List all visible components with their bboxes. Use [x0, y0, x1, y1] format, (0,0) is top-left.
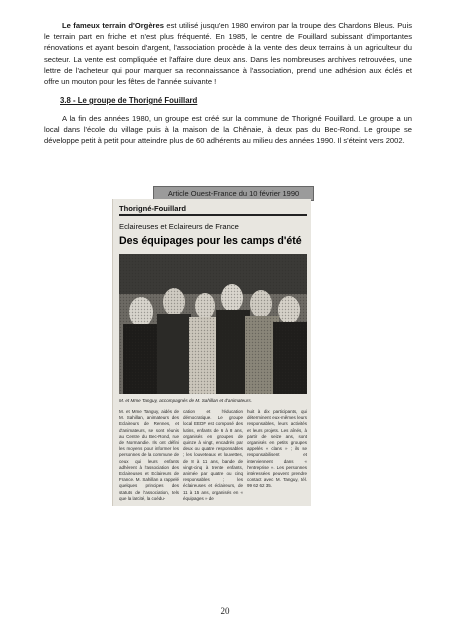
figure-caption: Article Ouest-France du 10 février 1990: [153, 186, 314, 201]
paragraph-orgeres: [44, 20, 412, 87]
clipping-kicker: Eclaireuses et Eclaireurs de France: [119, 222, 239, 231]
clipping-section-tag: Thorigné-Fouillard: [119, 204, 187, 213]
clipping-column-2: cation et l'éducation démocratique. Le groupe local EEDF est composé des lutins, enfants de 6 à 8 ans, organisés en groupes de quinze à vingt, encadrés par deux ou quatre responsables ; les louveteaux et louvettes, de 8 à 11 ans, bande de vingt-cinq à trente enfants, animée par quatre ou cinq responsables ; les éclaireuses et éclaireurs, de 11 à 15 ans, organisés en « équipages » de: [183, 409, 243, 501]
paragraph-bold-lead: Le fameux terrain d'Orgères: [62, 21, 164, 30]
clipping-headline: Des équipages pour les camps d'été: [119, 235, 302, 247]
page-number: 20: [220, 606, 230, 616]
paragraph-thorigne: A la fin des années 1980, un groupe est créé sur la commune de Thorigné Fouillard. Le groupe a un local dans l'école du village puis à la maison de la Chênaie, à deux pas du Bec-Rond. Le groupe se développe petit à petit pour atteindre plus de 60 adhérents au milieu des années 1990. Il s'éteint vers 2002.: [44, 114, 412, 146]
clipping-columns: [119, 409, 307, 501]
newspaper-clipping: [112, 199, 311, 506]
clipping-column-1: M. et Mme Tanguy, aidés de M. Sahillan, animateurs des Eclaireurs de Rennes, et d'animateurs, se sont réunis au Centre du Bec-Rond, rue de Normandie. Ils ont défini les moyens pour informer les personnes de la commune de ceux qui leurs enfants adhèrent à l'association des Eclaireuses et Eclaireurs de France. M. Sahillan a rappelé quelques principes des statuts de l'association, tels que la laïcité, la coédu-: [119, 409, 179, 501]
section-heading: 3.8 - Le groupe de Thorigné Fouillard: [60, 96, 198, 105]
clipping-rule: [119, 214, 307, 216]
clipping-photo-caption: M. et Mme Tanguy, accompagnés de M. Sahillan et d'animateurs.: [119, 398, 252, 403]
paragraph-body: est utilisé jusqu'en 1980 environ par la troupe des Chardons Bleus. Puis le terrain part en friche et n'est plus fréquenté. En 1985, le centre de Fouillard subissant d'importantes rénovations et ayant besoin d'argent, l'association procède à la vente des deux terrains à un agriculteur du secteur. La vente est compliquée et l'affaire dure deux ans. Dans les nombreuses archives retrouvées, une lettre de l'acheteur qui pour marquer sa reconnaissance à l'association, prend une adhésion aux éclés et offre un mouton pour les fêtes de l'année suivante !: [44, 21, 412, 87]
group-photo-illustration: [119, 254, 307, 394]
clipping-column-3: huit à dix participants, qui déterminent eux-mêmes leurs responsables, leurs activités et leurs projets. Les aînés, à partir de seize ans, sont organisés en petits groupes appelés « clans » ; ils se responsabilisent et interviennent dans « l'entreprise ». Les personnes intéressées peuvent prendre contact avec M. Tanguy, tél. 99 62 62 35.: [247, 409, 307, 489]
clipping-photo: [119, 254, 307, 394]
